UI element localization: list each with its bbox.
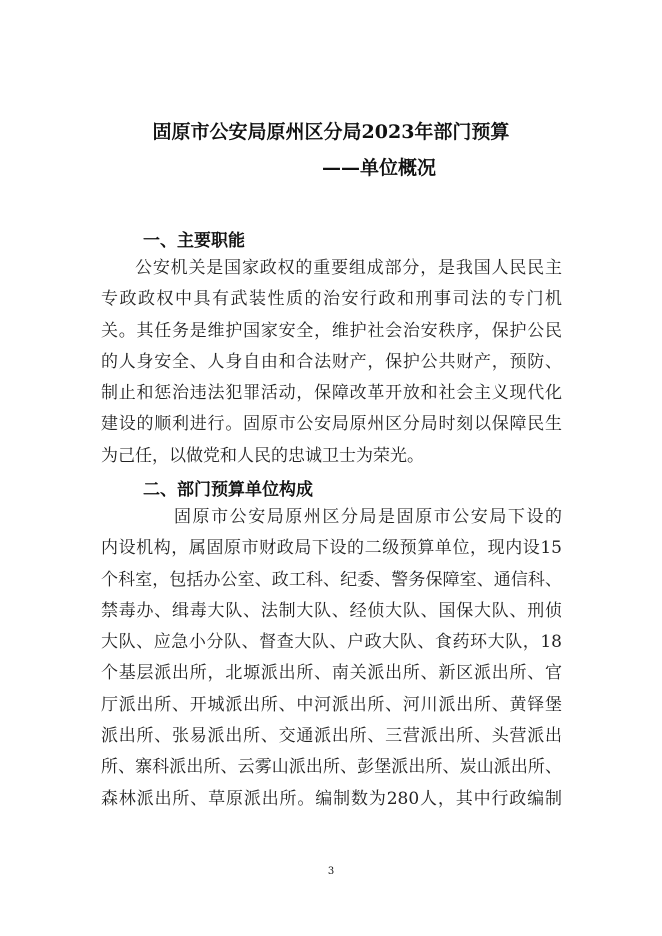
paragraph-line: 专政政权中具有武装性质的治安行政和刑事司法的专门机 [101,289,562,310]
paragraph-line: 大队、应急小分队、督查大队、户政大队、食药环大队，18 [101,632,562,653]
paragraph-line: 内设机构，属固原市财政局下设的二级预算单位，现内设15 [101,538,562,559]
paragraph-line: 森林派出所、草原派出所。编制数为280人，其中行政编制 [101,788,562,809]
paragraph-line: 禁毒办、缉毒大队、法制大队、经侦大队、国保大队、刑侦 [101,600,562,621]
section-body-budget-units [101,502,562,815]
paragraph-line: 的人身安全、人身自由和合法财产，保护公共财产，预防、 [101,351,562,372]
paragraph-line: 制止和惩治违法犯罪活动，保障改革开放和社会主义现代化 [101,383,562,404]
paragraph-line: 所、寨科派出所、云雾山派出所、彭堡派出所、炭山派出所、 [101,757,562,778]
document-title: 固原市公安局原州区分局2023年部门预算 [152,121,510,143]
paragraph-line: 个基层派出所，北塬派出所、南关派出所、新区派出所、官 [101,663,562,684]
paragraph-line: 厅派出所、开城派出所、中河派出所、河川派出所、黄铎堡 [101,694,562,715]
paragraph-line: 固原市公安局原州区分局是固原市公安局下设的 [174,507,562,527]
paragraph-line: 为己任，以做党和人民的忠诚卫士为荣光。 [101,445,424,466]
paragraph-line: 关。其任务是维护国家安全，维护社会治安秩序，保护公民 [101,320,562,341]
paragraph-line: 个科室，包括办公室、政工科、纪委、警务保障室、通信科、 [101,569,562,590]
page-number: 3 [327,866,335,877]
section-heading-main-functions: 一、主要职能 [143,231,245,251]
section-heading-budget-units: 二、部门预算单位构成 [143,480,313,500]
paragraph-line: 派出所、张易派出所、交通派出所、三营派出所、头营派出 [101,726,562,747]
document-subtitle: ——单位概况 [322,157,437,179]
paragraph-line: 公安机关是国家政权的重要组成部分，是我国人民民主 [135,258,562,278]
section-body-main-functions [101,253,562,472]
paragraph-line: 建设的顺利进行。固原市公安局原州区分局时刻以保障民生 [101,414,562,435]
